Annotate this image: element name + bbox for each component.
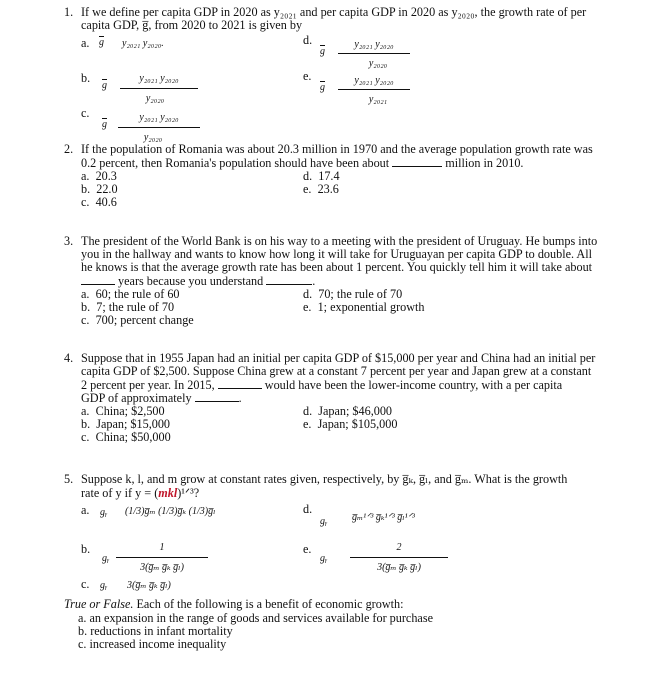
true-false-item-c: c. increased income inequality (78, 637, 227, 651)
q3-stem-line3: he knows is that the average growth rate has been about 1 percent. You quickly tell him it will take about (81, 260, 593, 274)
q5-option-c-letter: c. (81, 577, 90, 591)
q5-option-b-letter: b. (81, 542, 91, 556)
q5-option-e-numerator: 2 (396, 542, 402, 553)
q1-option-e-g: g (320, 82, 325, 93)
q5-option-a-g: gᵧ (100, 507, 108, 518)
q4-stem-line3-start: 2 percent per year. In 2015, (81, 378, 215, 392)
q5-option-d-letter: d. (303, 502, 313, 516)
q1-option-d-fraction-bar (338, 53, 410, 54)
q1-option-b-denominator: y₂₀₂₀ (145, 93, 165, 104)
q4-stem-line4-text: GDP of approximately (81, 391, 192, 405)
q1-option-a-g: g (99, 37, 104, 48)
q4-option-a: a. China; $2,500 (81, 404, 165, 418)
q1-option-a-letter: a. (81, 36, 90, 50)
q4-option-b: b. Japan; $15,000 (81, 417, 171, 431)
q5-option-e-fraction-bar (350, 557, 448, 558)
q1-option-e-letter: e. (303, 69, 312, 83)
q4-option-e: e. Japan; $105,000 (303, 417, 398, 431)
true-false-heading (64, 598, 403, 611)
true-false-instructions: Each of the following is a benefit of economic growth: (133, 597, 404, 611)
q1-stem-line2: capita GDP, g̅, from 2020 to 2021 is given by (81, 18, 303, 32)
q3-stem-line4-text: years because you understand (118, 274, 264, 288)
q1-option-d-denominator: y₂₀₂₀ (368, 58, 388, 69)
q5-option-e-letter: e. (303, 542, 312, 556)
true-false-item-b: b. reductions in infant mortality (78, 624, 233, 638)
q5-number: 5. (64, 472, 74, 486)
q4-stem-line2: capita GDP of $2,500. Suppose China grew at a constant 7 percent per year and Japan grew at a constant (81, 364, 592, 378)
q2-option-b: b. 22.0 (81, 182, 118, 196)
q4-answer-blank-1 (218, 378, 262, 389)
q1-number: 1. (64, 5, 74, 19)
q5-option-a-letter: a. (81, 503, 90, 517)
q1-option-b-fraction-bar (120, 88, 198, 89)
q5-option-d-expr: g̅ₘ¹ᐟ³ g̅ₖ¹ᐟ³ g̅ₗ¹ᐟ³ (352, 512, 415, 523)
q1-option-a-expr: y₂₀₂₁ y₂₀₂₀. (122, 38, 164, 49)
q1-option-b-g: g (102, 80, 107, 91)
q4-stem-line3-end: would have been the lower-income country, with a per capita (264, 378, 563, 392)
q1-option-d-numerator: y₂₀₂₁ y₂₀₂₀ (354, 39, 394, 50)
q4-stem-line4: GDP of approximately . (81, 391, 242, 405)
q5-stem-line2-start: rate of y if y = ( (81, 486, 159, 500)
q5-stem-line2 (81, 487, 199, 500)
q1-stem-line1: If we define per capita GDP in 2020 as y₂₀₂₁ and per capita GDP in 2020 as y₂₀₂₀, the growth rate of per (81, 5, 587, 19)
q5-option-a-expr: (1/3)g̅ₘ (1/3)g̅ₖ (1/3)g̅ₗ (125, 506, 216, 517)
q3-answer-blank-1 (81, 274, 115, 285)
q1-option-c-letter: c. (81, 106, 90, 120)
q4-answer-blank-2 (195, 391, 239, 402)
q2-number: 2. (64, 142, 74, 156)
q2-stem-line1: If the population of Romania was about 20.3 million in 1970 and the average population growth rate was (81, 142, 593, 156)
q5-handwritten-mark: mkl (158, 486, 178, 500)
q5-option-e-g: gᵧ (320, 553, 328, 564)
q1-option-d-letter: d. (303, 33, 313, 47)
q3-answer-blank-2 (266, 274, 312, 285)
q2-answer-blank (392, 156, 442, 167)
q4-option-d: d. Japan; $46,000 (303, 404, 393, 418)
q5-option-c-g: gᵧ (100, 580, 108, 591)
q3-option-d: d. 70; the rule of 70 (303, 287, 403, 301)
q2-stem-line2-start: 0.2 percent, then Romania's population should have been about (81, 156, 390, 170)
q1-option-e-numerator: y₂₀₂₁ y₂₀₂₀ (354, 75, 394, 86)
q3-stem-line1: The president of the World Bank is on his way to a meeting with the president of Uruguay. He bumps into (81, 234, 598, 248)
q2-option-a: a. 20.3 (81, 169, 117, 183)
true-false-item-a: a. an expansion in the range of goods and services available for purchase (78, 611, 433, 625)
q1-option-b-letter: b. (81, 71, 91, 85)
q2-option-c: c. 40.6 (81, 195, 117, 209)
q1-option-c-g: g (102, 119, 107, 130)
q5-option-c-expr: 3(g̅ₘ g̅ₖ g̅ₗ) (127, 580, 171, 591)
q3-option-c: c. 700; percent change (81, 313, 194, 327)
q5-option-b-fraction-bar (116, 557, 208, 558)
q2-option-e: e. 23.6 (303, 182, 339, 196)
q1-option-c-denominator: y₂₀₂₀ (143, 132, 163, 143)
q1-option-e-fraction-bar (338, 89, 410, 90)
q4-option-c: c. China; $50,000 (81, 430, 171, 444)
q1-option-e-denominator: y₂₀₂₁ (368, 94, 388, 105)
q1-option-c-fraction-bar (118, 127, 200, 128)
q3-number: 3. (64, 234, 74, 248)
q5-option-e-denominator: 3(g̅ₘ g̅ₖ g̅ₗ) (377, 562, 421, 573)
q5-option-b-denominator: 3(g̅ₘ g̅ₖ g̅ₗ) (140, 562, 184, 573)
q3-stem-line2: you in the hallway and wants to know how long it will take for Uruguayan per capita GDP to double. All (81, 247, 592, 261)
q5-stem-line2-end: )¹ᐟ³? (177, 486, 200, 500)
q3-option-b: b. 7; the rule of 70 (81, 300, 175, 314)
q1-option-b-numerator: y₂₀₂₁ y₂₀₂₀ (139, 73, 179, 84)
q3-option-a: a. 60; the rule of 60 (81, 287, 180, 301)
q3-stem-line4: years because you understand . (81, 274, 315, 288)
q2-stem-line2-end: million in 2010. (445, 156, 524, 170)
q5-option-b-g: gᵧ (102, 553, 110, 564)
q1-option-c-numerator: y₂₀₂₁ y₂₀₂₀ (139, 112, 179, 123)
q5-stem-line1: Suppose k, l, and m grow at constant rates given, respectively, by g̅ₖ, g̅ₗ, and g̅ₘ. What is the growth (81, 472, 568, 486)
q5-option-d-g: gᵧ (320, 516, 328, 527)
q2-option-d: d. 17.4 (303, 169, 340, 183)
true-false-label: True or False. (64, 597, 134, 611)
q5-option-b-numerator: 1 (159, 542, 165, 553)
q3-option-e: e. 1; exponential growth (303, 300, 425, 314)
q4-stem-line1: Suppose that in 1955 Japan had an initial per capita GDP of $15,000 per year and China had an initial per (81, 351, 596, 365)
q1-option-d-g: g (320, 46, 325, 57)
q4-number: 4. (64, 351, 74, 365)
